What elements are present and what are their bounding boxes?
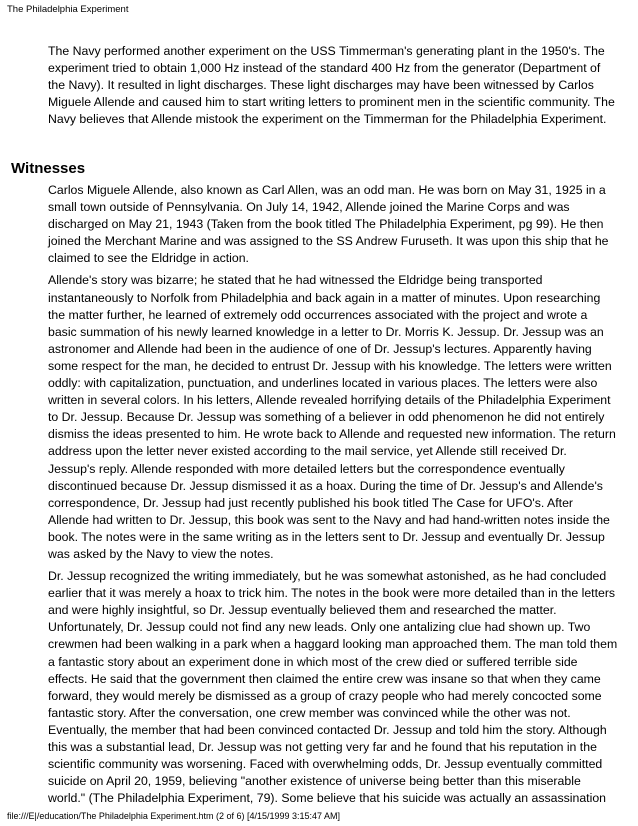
text-line: to Dr. Jessup. Because Dr. Jessup was something of a believer in odd phenomenon he did not entirely <box>48 410 605 425</box>
text-line: Carlos Miguele Allende, also known as Carl Allen, was an odd man. He was born on May 31, 1925 in a <box>48 183 606 197</box>
witnesses-section <box>48 182 631 807</box>
witnesses-paragraph <box>48 568 631 807</box>
text-line: suicide on April 20, 1959, believing "another existence of universe being better than this miserable <box>48 774 581 789</box>
text-line: correspondence, Dr. Jessup had just recently published his book titled The Case for UFO's. After <box>48 495 574 510</box>
text-line: Navy believes that Allende mistook the experiment on the Timmerman for the Philadelphia Experiment. <box>48 112 607 127</box>
text-line: forward, they would merely be dismissed as a group of crazy people who had merely concocted some <box>48 688 602 703</box>
text-line: discharged on May 21, 1943 (Taken from the book titled The Philadelphia Experiment, pg 99). He then <box>48 217 604 232</box>
text-line: some respect for the man, he decided to entrust Dr. Jessup with his knowledge. The letters were written <box>48 358 612 373</box>
section-heading-witnesses: Witnesses <box>11 160 86 177</box>
text-line: The Navy performed another experiment on the USS Timmerman's generating plant in the 1950's. The <box>48 44 605 58</box>
text-line: was asked by the Navy to view the notes. <box>48 546 274 561</box>
text-line: crewmen had been walking in a park when a haggard looking man approached them. The man told them <box>48 637 618 652</box>
text-line: earlier that it was merely a hoax to trick him. The notes in the book were more detailed than in the letters <box>48 586 616 601</box>
text-line: Dr. Jessup recognized the writing immediately, but he was somewhat astonished, as he had concluded <box>48 569 607 584</box>
text-line: dismiss the ideas presented to him. He wrote back to Allende and requested new information. The return <box>48 427 616 442</box>
text-line: Allende's story was bizarre; he stated that he had witnessed the Eldridge being transported <box>48 273 543 288</box>
text-line: astronomer and Allende had been in the audience of one of Dr. Jessup's lectures. Apparently having <box>48 341 592 356</box>
intro-paragraph <box>48 43 631 128</box>
text-line: fantastic story. After the conversation, one crew member was convinced while the other was not. <box>48 705 571 720</box>
text-line: scientific community was worsening. Faced with overwhelming odds, Dr. Jessup eventually committed <box>48 757 603 772</box>
intro-section <box>48 43 631 128</box>
text-line: world." (The Philadelphia Experiment, 79). Some believe that his suicide was actually an assassination <box>48 791 607 806</box>
text-line: basic summation of his newly learned knowledge in a letter to Dr. Morris K. Jessup. Dr. Jessup was an <box>48 324 604 339</box>
text-line: written in several colors. In his letters, Allende revealed horrifying details of the Philadelphia Experiment <box>48 393 611 408</box>
text-line: small town outside of Pennsylvania. On July 14, 1942, Allende joined the Marine Corps and was <box>48 200 570 215</box>
text-line: claimed to see the Eldridge in action. <box>48 251 249 266</box>
witnesses-paragraph <box>48 272 631 563</box>
text-line: the Navy). It resulted in light discharges. These light discharges may have been witnessed by Carlos <box>48 78 594 93</box>
text-line: effects. He said that the government then claimed the entire crew was insane so that when they came <box>48 671 601 686</box>
text-line: this was a substantial lead, Dr. Jessup was not getting very far and he found that his reputation in the <box>48 740 597 754</box>
text-line: oddly: with capitalization, punctuation, and underlines located in various places. The letters were also <box>48 376 598 391</box>
witnesses-paragraph <box>48 182 631 267</box>
text-line: experiment tried to obtain 1,000 Hz instead of the standard 400 Hz from the generator (Department of <box>48 61 601 76</box>
text-line: Miguele Allende and caused him to start writing letters to prominent men in the scientific community. The <box>48 95 615 110</box>
text-line: the matter further, he learned of extremely odd occurrences associated with the project and wrote a <box>48 307 588 322</box>
text-line: book. The notes were in the same writing as in the letters sent to Dr. Jessup and eventually Dr. Jessup <box>48 529 605 544</box>
text-line: Unfortunately, Dr. Jessup could not find any new leads. Only one antalizing clue had shown up. Two <box>48 620 591 635</box>
text-line: discontinued because Dr. Jessup dismissed it as a hoax. During the time of Dr. Jessup's and Allende's <box>48 478 603 493</box>
text-line: a fantastic story about an experiment done in which most of the crew died or suffered terrible side <box>48 654 578 669</box>
page-header-title: The Philadelphia Experiment <box>7 4 129 15</box>
text-line: Allende had written to Dr. Jessup, this book was sent to the Navy and had hand-written notes inside the <box>48 512 610 527</box>
text-line: joined the Merchant Marine and was assigned to the SS Andrew Furuseth. It was upon this ship that he <box>48 234 609 249</box>
page-footer-file-path: file:///E|/education/The Philadelphia Experiment.htm (2 of 6) [4/15/1999 3:15:47 AM] <box>7 811 341 821</box>
text-line: address upon the letter never existed according to the mail service, yet Allende still received Dr. <box>48 444 567 459</box>
text-line: Jessup's reply. Allende responded with more detailed letters but the correspondence eventually <box>48 461 565 476</box>
text-line: Eventually, the member that had been convinced contacted Dr. Jessup and told him the story. Although <box>48 722 607 737</box>
text-line: and were highly insightful, so Dr. Jessup eventually believed them and researched the matter. <box>48 603 557 618</box>
text-line: instantaneously to Norfolk from Philadelphia and back again in a matter of minutes. Upon researching <box>48 290 601 305</box>
